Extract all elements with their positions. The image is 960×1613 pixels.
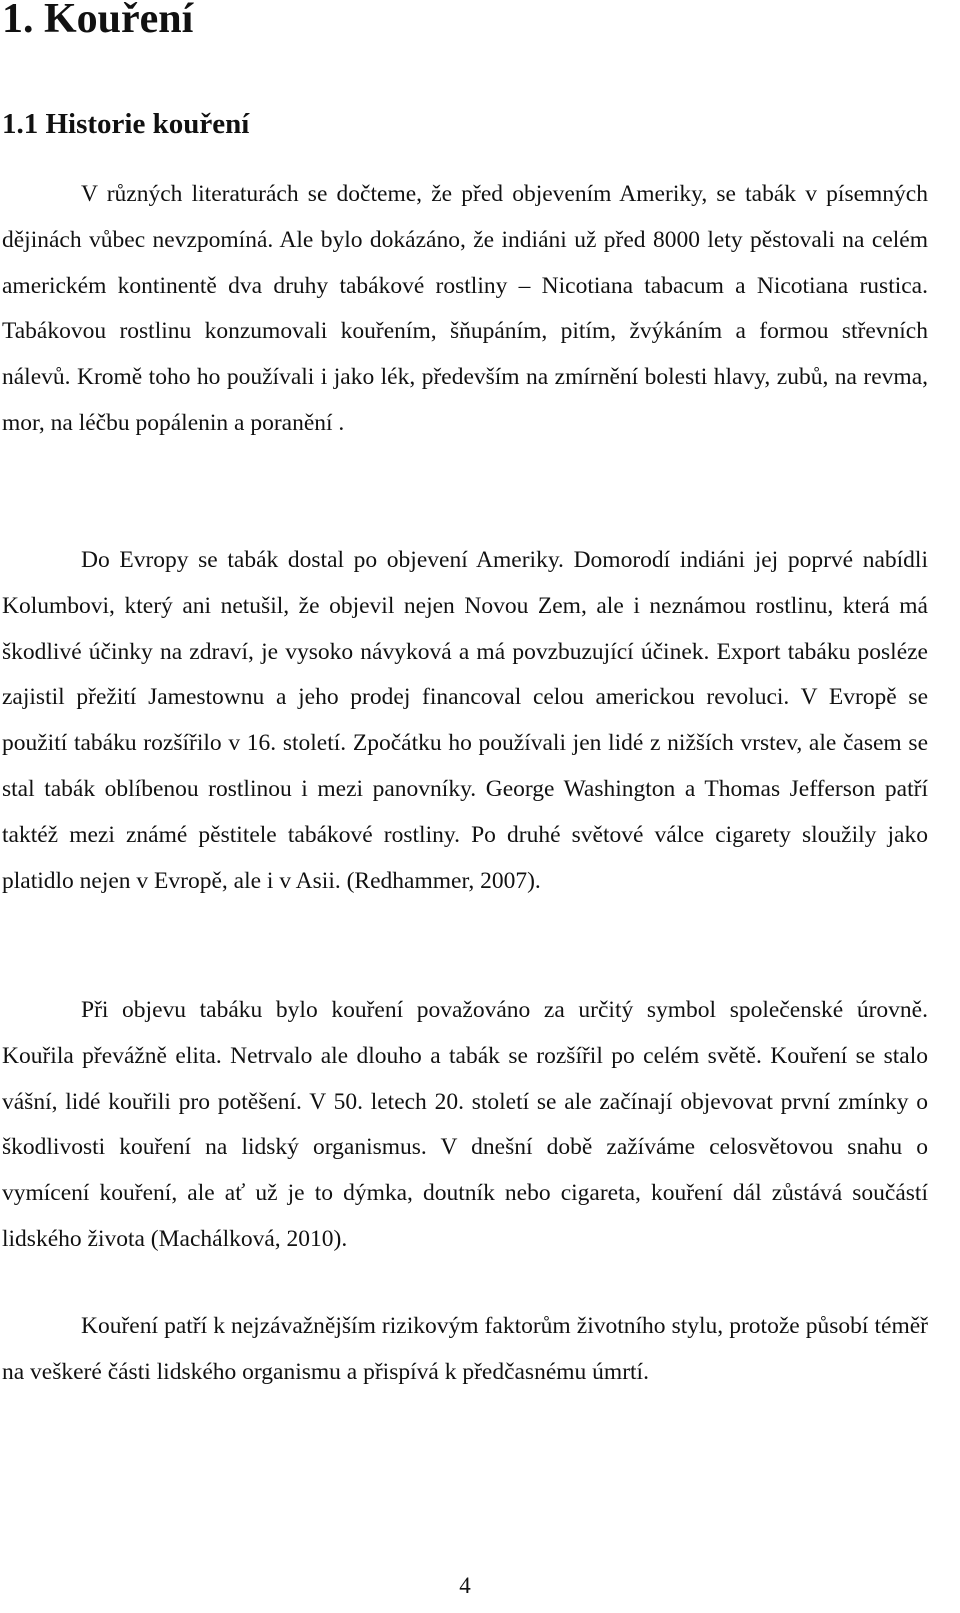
paragraph-risk-factor: Kouření patří k nejzávažnějším rizikovým faktorům životního stylu, protože působí téměř na veškeré části lidského organismu a přispívá k předčasnému úmrtí.: [2, 1313, 928, 1385]
paragraph-history-europe: Do Evropy se tabák dostal po objevení Ameriky. Domorodí indiáni jej poprvé nabídli Kolumbovi, který ani netušil, že objevil nejen Novou Zem, ale i neznámou rostlinu, která má škodlivé účinky na zdraví, je vysoko návyková a má povzbuzující účinek. Export tabáku posléze zajistil přežití Jamestownu a jeho prodej financoval celou americkou revoluci. V Evropě se použití tabáku rozšířilo v 16. století. Zpočátku ho používali jen lidé z nižších vrstev, ale časem se stal tabák oblíbenou rostlinou i mezi panovníky. George Washington a Thomas Jefferson patří taktéž mezi známé pěstitele tabákové rostliny. Po druhé světové válce cigarety sloužily jako platidlo nejen v Evropě, ale i v Asii. (Redhammer, 2007).: [2, 547, 928, 894]
chapter-title: 1. Kouření: [2, 0, 194, 42]
section-title: 1.1 Historie kouření: [2, 108, 250, 140]
paragraph-history-america: V různých literaturách se dočteme, že před objevením Ameriky, se tabák v písemných dějinách vůbec nevzpomíná. Ale bylo dokázáno, že indiáni už před 8000 lety pěstovali na celém americkém kontinentě dva druhy tabákové rostliny – Nicotiana tabacum a Nicotiana rustica. Tabákovou rostlinu konzumovali kouřením, šňupáním, pitím, žvýkáním a formou střevních nálevů. Kromě toho ho používali i jako lék, především na zmírnění bolesti hlavy, zubů, na revma, mor, na léčbu popálenin a poranění .: [2, 181, 928, 436]
paragraph-social-symbol: Při objevu tabáku bylo kouření považováno za určitý symbol společenské úrovně. Kouřila převážně elita. Netrvalo ale dlouho a tabák se rozšířil po celém světě. Kouření se stalo vášní, lidé kouřili pro potěšení. V 50. letech 20. století se ale začínají objevovat první zmínky o škodlivosti kouření na lidský organismus. V dnešní době zažíváme celosvětovou snahu o vymícení kouření, ale ať už je to dýmka, doutník nebo cigareta, kouření dál zůstává součástí lidského života (Machálková, 2010).: [2, 997, 928, 1252]
page-number: 4: [459, 1573, 471, 1598]
